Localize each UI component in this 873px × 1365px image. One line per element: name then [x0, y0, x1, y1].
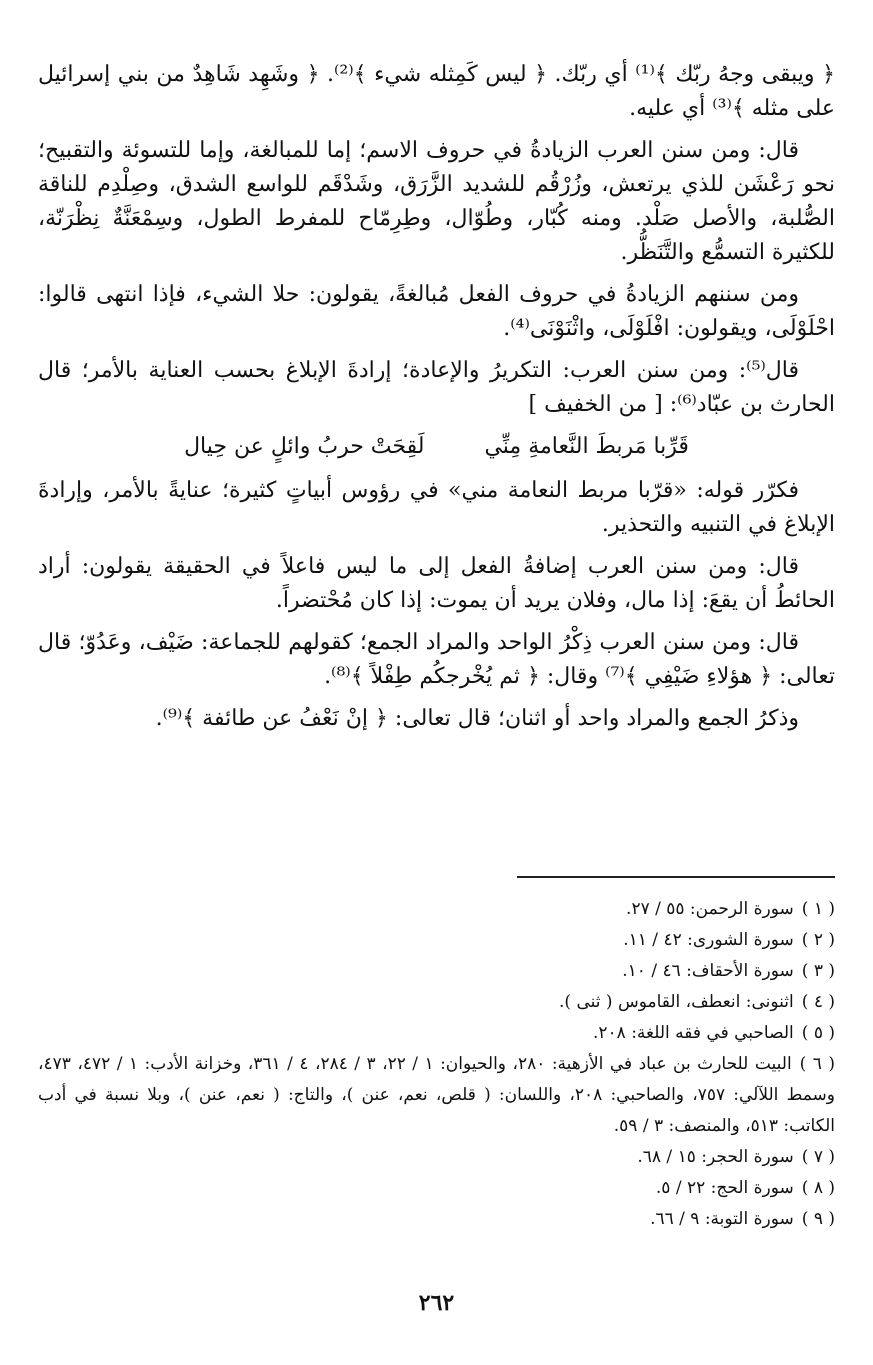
paragraph-1: ﴿ ويبقى وجهُ ربّك ﴾⁽¹⁾ أي ربّك. ﴿ ليس كَمِثله شيء ﴾⁽²⁾. ﴿ وشَهِد شَاهِدٌ من بني إسرائيل على مثله ﴾⁽³⁾ أي عليه. — [38, 62, 835, 121]
footnote-text: سورة الحجر: ١٥ / ٦٨. — [637, 1147, 794, 1167]
footnote — [38, 1173, 835, 1204]
footnote-text: البيت للحارث بن عباد في الأزهية: ٢٨٠، والحيوان: ١ / ٢٢، ٣ / ٢٨٤، ٤ / ٣٦١، وخزانة الأدب: ١ / ٤٧٢، ٤٧٣، وسمط اللآلي: ٧٥٧، والصاحبي: ٢٠٨، واللسان: ( قلص، نعم، عنن )، والتاج: ( نعم، عنن )، وبلا نسبة في أدب الكاتب: ٥١٣، والمنصف: ٣ / ٥٩. — [38, 1054, 835, 1136]
verse-first-hemistich: قَرِّبا مَربطَ النَّعامةِ مِنِّي — [484, 434, 689, 459]
footnote-number: ( ٩ ) — [801, 1209, 835, 1229]
footnote-text: سورة التوبة: ٩ / ٦٦. — [650, 1209, 794, 1229]
footnote — [38, 1142, 835, 1173]
footnote — [38, 925, 835, 956]
footnote-number: ( ٤ ) — [801, 992, 835, 1012]
footnote-number: ( ١ ) — [801, 899, 835, 919]
footnote-text: سورة الأحقاف: ٤٦ / ١٠. — [622, 961, 794, 981]
footnote-text: سورة الشورى: ٤٢ / ١١. — [623, 930, 794, 950]
poetry-verse — [38, 430, 835, 464]
footnote — [38, 894, 835, 925]
footnote-number: ( ٢ ) — [801, 930, 835, 950]
paragraph-2: قال: ومن سنن العرب الزيادةُ في حروف الاسم؛ إما للمبالغة، وإما للتسوئة والتقبيح؛ نحو رَعْشَن للذي يرتعش، وزُرْقُم للشديد الزَّرَق، وشَدْقَم للواسع الشدق، وصِلْدِم للناقة الصُّلبة، والأصل صَلْد. ومنه كُبّار، وطُوّال، وطِرِمّاح للمفرط الطول، وسِمْعَنَّةٌ نِظْرَنّة، للكثيرة التسمُّع والتَّنَظُّر. — [38, 138, 835, 265]
footnote — [38, 1204, 835, 1235]
paragraph-4: قال⁽⁵⁾: ومن سنن العرب: التكريرُ والإعادة؛ إرادةَ الإبلاغ بحسب العناية بالأمر؛ قال الحارث بن عبّاد⁽⁶⁾: [ من الخفيف ] — [38, 358, 835, 417]
footnote-number: ( ٣ ) — [801, 961, 835, 981]
paragraph-7: قال: ومن سنن العرب ذِكْرُ الواحد والمراد الجمع؛ كقولهم للجماعة: ضَيْف، وعَدُوّ؛ قال تعالى: ﴿ هؤلاءِ ضَيْفِي ﴾⁽⁷⁾ وقال: ﴿ ثم يُخْرجكُم طِفْلاً ﴾⁽⁸⁾. — [38, 630, 835, 689]
paragraph-5: فكرّر قوله: «قرّبا مربط النعامة مني» في رؤوس أبياتٍ كثيرة؛ عنايةً بالأمر، وإرادةَ الإبلاغ في التنبيه والتحذير. — [38, 478, 835, 537]
footnote — [38, 956, 835, 987]
footnotes — [38, 894, 835, 1235]
footnote — [38, 987, 835, 1018]
footnote — [38, 1049, 835, 1142]
footnote-text: اثنونى: انعطف، القاموس ( ثنى ). — [559, 992, 794, 1012]
footnote — [38, 1018, 835, 1049]
verse-second-hemistich: لَقِحَتْ حربُ وائلٍ عن حِيال — [184, 434, 425, 459]
paragraph-3: ومن سننهم الزيادةُ في حروف الفعل مُبالغةً، يقولون: حلا الشيء، فإذا انتهى قالوا: احْلَوْلَى، ويقولون: افْلَوْلَى، واثْنَوْنَى⁽⁴⁾. — [38, 282, 835, 341]
footnote-number: ( ٨ ) — [801, 1178, 835, 1198]
footnote-number: ( ٧ ) — [801, 1147, 835, 1167]
paragraph-8: وذكرُ الجمع والمراد واحد أو اثنان؛ قال تعالى: ﴿ إنْ نَعْفُ عن طائفة ﴾⁽⁹⁾. — [155, 706, 799, 731]
main-text — [38, 58, 835, 744]
footnote-text: الصاحبي في فقه اللغة: ٢٠٨. — [592, 1023, 794, 1043]
page-number: ٢٦٢ — [418, 1290, 455, 1316]
footnote-divider — [517, 876, 835, 878]
footnote-text: سورة الرحمن: ٥٥ / ٢٧. — [626, 899, 794, 919]
paragraph-6: قال: ومن سنن العرب إضافةُ الفعل إلى ما ليس فاعلاً في الحقيقة يقولون: أراد الحائطُ أن يقعَ: إذا مال، وفلان يريد أن يموت: إذا كان مُحْتضراً. — [38, 554, 835, 613]
footnote-number: ( ٥ ) — [801, 1023, 835, 1043]
footnote-text: سورة الحج: ٢٢ / ٥. — [655, 1178, 794, 1198]
footnote-number: ( ٦ ) — [799, 1054, 835, 1074]
